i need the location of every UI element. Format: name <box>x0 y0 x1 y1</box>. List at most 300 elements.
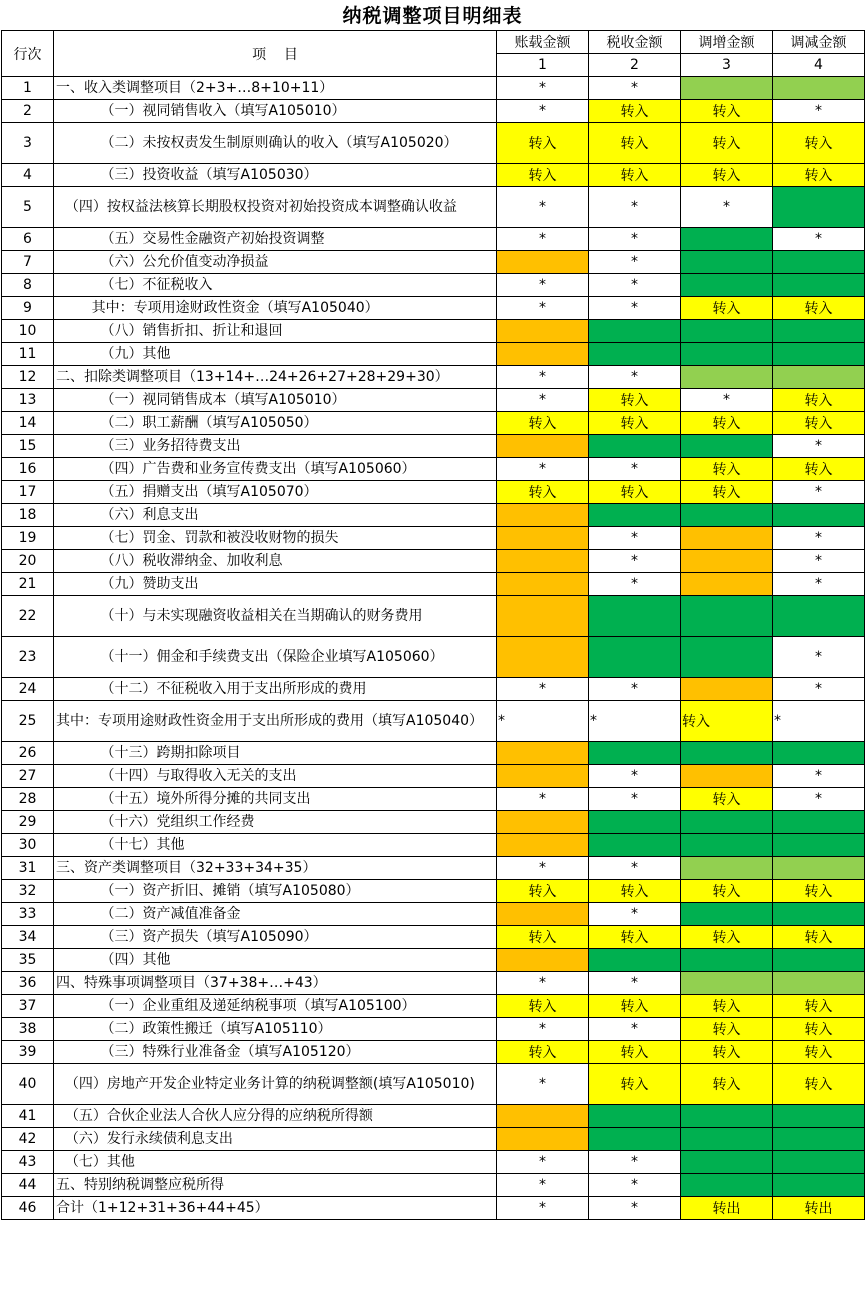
tax-amount-cell: * <box>589 187 681 228</box>
row-item-label: 四、特殊事项调整项目（37+38+…+43） <box>54 972 497 995</box>
tax-amount-cell: * <box>589 274 681 297</box>
row-item-label: （六）发行永续债利息支出 <box>54 1128 497 1151</box>
book-amount-cell <box>497 949 589 972</box>
row-item-label: （二）职工薪酬（填写A105050） <box>54 412 497 435</box>
decrease-amount-cell: 转入 <box>773 995 865 1018</box>
increase-amount-cell: 转入 <box>681 880 773 903</box>
header-item: 项 目 <box>54 31 497 77</box>
table-row <box>2 320 865 343</box>
row-number: 29 <box>2 811 54 834</box>
row-item-label: 合计（1+12+31+36+44+45） <box>54 1197 497 1220</box>
decrease-amount-cell: 转入 <box>773 1041 865 1064</box>
table-row <box>2 701 865 742</box>
decrease-amount-cell: 转入 <box>773 1018 865 1041</box>
row-item-label: （十一）佣金和手续费支出（保险企业填写A105060） <box>54 637 497 678</box>
tax-amount-cell: 转入 <box>589 123 681 164</box>
row-number: 11 <box>2 343 54 366</box>
header-row <box>2 31 865 54</box>
row-number: 19 <box>2 527 54 550</box>
book-amount-cell: 转入 <box>497 481 589 504</box>
table-row <box>2 1041 865 1064</box>
decrease-amount-cell: * <box>773 100 865 123</box>
book-amount-cell <box>497 573 589 596</box>
book-amount-cell <box>497 435 589 458</box>
tax-amount-cell: * <box>589 366 681 389</box>
increase-amount-cell: 转入 <box>681 788 773 811</box>
row-item-label: （八）销售折扣、折让和退回 <box>54 320 497 343</box>
row-item-label: （十二）不征税收入用于支出所形成的费用 <box>54 678 497 701</box>
tax-amount-cell <box>589 1128 681 1151</box>
row-number: 8 <box>2 274 54 297</box>
book-amount-cell <box>497 637 589 678</box>
decrease-amount-cell <box>773 1151 865 1174</box>
row-item-label: （二）未按权责发生制原则确认的收入（填写A105020） <box>54 123 497 164</box>
book-amount-cell: 转入 <box>497 995 589 1018</box>
increase-amount-cell: 转入 <box>681 995 773 1018</box>
book-amount-cell <box>497 811 589 834</box>
decrease-amount-cell: * <box>773 435 865 458</box>
tax-amount-cell: * <box>589 77 681 100</box>
tax-amount-cell <box>589 596 681 637</box>
tax-amount-cell: * <box>589 788 681 811</box>
increase-amount-cell <box>681 77 773 100</box>
decrease-amount-cell <box>773 251 865 274</box>
decrease-amount-cell: 转入 <box>773 389 865 412</box>
table-title: 纳税调整项目明细表 <box>342 5 523 27</box>
row-number: 17 <box>2 481 54 504</box>
row-item-label: （二）资产减值准备金 <box>54 903 497 926</box>
increase-amount-cell: 转入 <box>681 100 773 123</box>
book-amount-cell <box>497 903 589 926</box>
row-number: 12 <box>2 366 54 389</box>
book-amount-cell: * <box>497 678 589 701</box>
book-amount-cell: * <box>497 77 589 100</box>
book-amount-cell: * <box>497 788 589 811</box>
table-row <box>2 77 865 100</box>
row-number: 5 <box>2 187 54 228</box>
row-item-label: （四）其他 <box>54 949 497 972</box>
increase-amount-cell <box>681 1128 773 1151</box>
row-item-label: （一）企业重组及递延纳税事项（填写A105100） <box>54 995 497 1018</box>
book-amount-cell <box>497 596 589 637</box>
increase-amount-cell: * <box>681 389 773 412</box>
row-number: 32 <box>2 880 54 903</box>
row-number: 10 <box>2 320 54 343</box>
book-amount-cell <box>497 251 589 274</box>
tax-amount-cell: * <box>589 972 681 995</box>
tax-amount-cell: * <box>589 1018 681 1041</box>
book-amount-cell: * <box>497 297 589 320</box>
decrease-amount-cell: * <box>773 678 865 701</box>
increase-amount-cell <box>681 949 773 972</box>
row-item-label: （九）赞助支出 <box>54 573 497 596</box>
row-number: 37 <box>2 995 54 1018</box>
decrease-amount-cell: * <box>773 228 865 251</box>
tax-amount-cell: * <box>589 228 681 251</box>
row-item-label: （三）业务招待费支出 <box>54 435 497 458</box>
decrease-amount-cell: 转出 <box>773 1197 865 1220</box>
tax-amount-cell: 转入 <box>589 100 681 123</box>
increase-amount-cell <box>681 435 773 458</box>
row-item-label: （九）其他 <box>54 343 497 366</box>
increase-amount-cell <box>681 366 773 389</box>
book-amount-cell: 转入 <box>497 164 589 187</box>
increase-amount-cell: 转入 <box>681 412 773 435</box>
decrease-amount-cell <box>773 77 865 100</box>
row-item-label: （一）资产折旧、摊销（填写A105080） <box>54 880 497 903</box>
row-item-label: （十四）与取得收入无关的支出 <box>54 765 497 788</box>
decrease-amount-cell: 转入 <box>773 926 865 949</box>
row-number: 2 <box>2 100 54 123</box>
table-row <box>2 995 865 1018</box>
table-row <box>2 949 865 972</box>
table-row <box>2 1197 865 1220</box>
table-row <box>2 857 865 880</box>
decrease-amount-cell: 转入 <box>773 458 865 481</box>
row-item-label: 二、扣除类调整项目（13+14+…24+26+27+28+29+30） <box>54 366 497 389</box>
row-item-label: （三）投资收益（填写A105030） <box>54 164 497 187</box>
table-row <box>2 637 865 678</box>
row-number: 4 <box>2 164 54 187</box>
decrease-amount-cell: * <box>773 573 865 596</box>
increase-amount-cell <box>681 903 773 926</box>
tax-amount-cell <box>589 834 681 857</box>
book-amount-cell: * <box>497 228 589 251</box>
row-number: 16 <box>2 458 54 481</box>
tax-amount-cell: 转入 <box>589 412 681 435</box>
table-row <box>2 100 865 123</box>
book-amount-cell <box>497 1105 589 1128</box>
table-row <box>2 765 865 788</box>
book-amount-cell <box>497 550 589 573</box>
decrease-amount-cell <box>773 274 865 297</box>
row-number: 3 <box>2 123 54 164</box>
table-row <box>2 926 865 949</box>
increase-amount-cell: 转入 <box>681 1041 773 1064</box>
header-row-no: 行次 <box>2 31 54 77</box>
decrease-amount-cell <box>773 949 865 972</box>
row-item-label: （一）视同销售成本（填写A105010） <box>54 389 497 412</box>
header-col-num: 3 <box>681 54 773 77</box>
book-amount-cell: * <box>497 389 589 412</box>
table-row <box>2 1018 865 1041</box>
row-item-label: （十七）其他 <box>54 834 497 857</box>
tax-amount-cell: * <box>589 701 681 742</box>
row-item-label: 其中：专项用途财政性资金用于支出所形成的费用（填写A105040） <box>54 701 497 742</box>
row-item-label: （五）合伙企业法人合伙人应分得的应纳税所得额 <box>54 1105 497 1128</box>
row-item-label: （十三）跨期扣除项目 <box>54 742 497 765</box>
row-item-label: 五、特别纳税调整应税所得 <box>54 1174 497 1197</box>
row-number: 34 <box>2 926 54 949</box>
book-amount-cell <box>497 343 589 366</box>
decrease-amount-cell: * <box>773 765 865 788</box>
increase-amount-cell: * <box>681 187 773 228</box>
row-number: 42 <box>2 1128 54 1151</box>
increase-amount-cell <box>681 251 773 274</box>
table-row <box>2 678 865 701</box>
row-number: 27 <box>2 765 54 788</box>
decrease-amount-cell <box>773 834 865 857</box>
increase-amount-cell: 转入 <box>681 481 773 504</box>
row-number: 9 <box>2 297 54 320</box>
row-item-label: （五）捐赠支出（填写A105070） <box>54 481 497 504</box>
increase-amount-cell: 转入 <box>681 1064 773 1105</box>
table-row <box>2 504 865 527</box>
book-amount-cell: 转入 <box>497 412 589 435</box>
increase-amount-cell <box>681 857 773 880</box>
tax-amount-cell: 转入 <box>589 995 681 1018</box>
book-amount-cell: * <box>497 857 589 880</box>
decrease-amount-cell <box>773 903 865 926</box>
increase-amount-cell: 转出 <box>681 1197 773 1220</box>
row-number: 15 <box>2 435 54 458</box>
row-number: 30 <box>2 834 54 857</box>
row-number: 1 <box>2 77 54 100</box>
increase-amount-cell: 转入 <box>681 701 773 742</box>
row-number: 21 <box>2 573 54 596</box>
decrease-amount-cell <box>773 811 865 834</box>
row-item-label: （十六）党组织工作经费 <box>54 811 497 834</box>
tax-amount-cell <box>589 435 681 458</box>
row-item-label: （七）不征税收入 <box>54 274 497 297</box>
table-row <box>2 903 865 926</box>
increase-amount-cell <box>681 1151 773 1174</box>
increase-amount-cell <box>681 504 773 527</box>
increase-amount-cell <box>681 1105 773 1128</box>
decrease-amount-cell: 转入 <box>773 164 865 187</box>
tax-amount-cell: * <box>589 458 681 481</box>
row-item-label: （四）广告费和业务宣传费支出（填写A105060） <box>54 458 497 481</box>
row-number: 18 <box>2 504 54 527</box>
row-number: 20 <box>2 550 54 573</box>
increase-amount-cell <box>681 274 773 297</box>
row-number: 31 <box>2 857 54 880</box>
book-amount-cell: * <box>497 1151 589 1174</box>
row-item-label: （五）交易性金融资产初始投资调整 <box>54 228 497 251</box>
book-amount-cell <box>497 320 589 343</box>
decrease-amount-cell <box>773 596 865 637</box>
table-row <box>2 274 865 297</box>
table-row <box>2 550 865 573</box>
row-item-label: （二）政策性搬迁（填写A105110） <box>54 1018 497 1041</box>
tax-amount-cell: * <box>589 527 681 550</box>
tax-amount-cell: * <box>589 903 681 926</box>
increase-amount-cell <box>681 596 773 637</box>
decrease-amount-cell <box>773 504 865 527</box>
tax-adjustment-table <box>1 30 865 1220</box>
book-amount-cell: * <box>497 274 589 297</box>
increase-amount-cell <box>681 765 773 788</box>
tax-amount-cell: 转入 <box>589 1064 681 1105</box>
increase-amount-cell <box>681 678 773 701</box>
table-row <box>2 343 865 366</box>
row-number: 24 <box>2 678 54 701</box>
book-amount-cell: * <box>497 1018 589 1041</box>
header-book-amount: 账载金额 <box>497 31 589 54</box>
table-row <box>2 788 865 811</box>
tax-amount-cell <box>589 811 681 834</box>
row-number: 6 <box>2 228 54 251</box>
tax-amount-cell: 转入 <box>589 880 681 903</box>
header-col-num: 1 <box>497 54 589 77</box>
tax-amount-cell: 转入 <box>589 164 681 187</box>
increase-amount-cell <box>681 972 773 995</box>
increase-amount-cell: 转入 <box>681 926 773 949</box>
book-amount-cell <box>497 834 589 857</box>
decrease-amount-cell: * <box>773 788 865 811</box>
row-item-label: （十五）境外所得分摊的共同支出 <box>54 788 497 811</box>
decrease-amount-cell <box>773 343 865 366</box>
row-number: 40 <box>2 1064 54 1105</box>
tax-amount-cell: * <box>589 573 681 596</box>
book-amount-cell: * <box>497 366 589 389</box>
decrease-amount-cell <box>773 857 865 880</box>
decrease-amount-cell <box>773 320 865 343</box>
book-amount-cell <box>497 742 589 765</box>
table-row <box>2 435 865 458</box>
table-row <box>2 527 865 550</box>
increase-amount-cell <box>681 637 773 678</box>
decrease-amount-cell: 转入 <box>773 123 865 164</box>
tax-amount-cell <box>589 320 681 343</box>
table-body <box>2 77 865 1220</box>
table-row <box>2 187 865 228</box>
book-amount-cell: 转入 <box>497 123 589 164</box>
tax-amount-cell <box>589 504 681 527</box>
increase-amount-cell <box>681 550 773 573</box>
decrease-amount-cell <box>773 187 865 228</box>
row-number: 38 <box>2 1018 54 1041</box>
table-row <box>2 880 865 903</box>
table-row <box>2 834 865 857</box>
tax-amount-cell: 转入 <box>589 1041 681 1064</box>
row-number: 46 <box>2 1197 54 1220</box>
row-item-label: （十）与未实现融资收益相关在当期确认的财务费用 <box>54 596 497 637</box>
decrease-amount-cell: * <box>773 637 865 678</box>
table-row <box>2 1174 865 1197</box>
book-amount-cell: * <box>497 1064 589 1105</box>
tax-amount-cell: * <box>589 251 681 274</box>
row-item-label: （一）视同销售收入（填写A105010） <box>54 100 497 123</box>
row-item-label: （三）特殊行业准备金（填写A105120） <box>54 1041 497 1064</box>
decrease-amount-cell: * <box>773 527 865 550</box>
tax-amount-cell: * <box>589 857 681 880</box>
tax-amount-cell: * <box>589 1151 681 1174</box>
book-amount-cell <box>497 527 589 550</box>
book-amount-cell: * <box>497 972 589 995</box>
decrease-amount-cell <box>773 1105 865 1128</box>
book-amount-cell: * <box>497 100 589 123</box>
increase-amount-cell <box>681 320 773 343</box>
tax-amount-cell <box>589 742 681 765</box>
increase-amount-cell <box>681 834 773 857</box>
decrease-amount-cell: * <box>773 481 865 504</box>
book-amount-cell <box>497 765 589 788</box>
table-row <box>2 972 865 995</box>
tax-amount-cell <box>589 949 681 972</box>
tax-amount-cell: 转入 <box>589 481 681 504</box>
increase-amount-cell <box>681 573 773 596</box>
decrease-amount-cell: * <box>773 550 865 573</box>
row-number: 39 <box>2 1041 54 1064</box>
row-number: 22 <box>2 596 54 637</box>
row-item-label: 一、收入类调整项目（2+3+…8+10+11） <box>54 77 497 100</box>
tax-amount-cell: * <box>589 765 681 788</box>
table-row <box>2 1105 865 1128</box>
header-decrease-amount: 调减金额 <box>773 31 865 54</box>
tax-amount-cell: * <box>589 1197 681 1220</box>
row-number: 14 <box>2 412 54 435</box>
row-number: 35 <box>2 949 54 972</box>
row-number: 13 <box>2 389 54 412</box>
decrease-amount-cell <box>773 972 865 995</box>
row-item-label: （七）其他 <box>54 1151 497 1174</box>
book-amount-cell: 转入 <box>497 880 589 903</box>
row-item-label: （六）利息支出 <box>54 504 497 527</box>
header-col-num: 2 <box>589 54 681 77</box>
table-row <box>2 123 865 164</box>
row-item-label: （四）房地产开发企业特定业务计算的纳税调整额(填写A105010) <box>54 1064 497 1105</box>
header-increase-amount: 调增金额 <box>681 31 773 54</box>
decrease-amount-cell: 转入 <box>773 412 865 435</box>
row-number: 26 <box>2 742 54 765</box>
decrease-amount-cell: 转入 <box>773 880 865 903</box>
row-number: 43 <box>2 1151 54 1174</box>
table-row <box>2 458 865 481</box>
table-row <box>2 228 865 251</box>
increase-amount-cell: 转入 <box>681 1018 773 1041</box>
row-item-label: （七）罚金、罚款和被没收财物的损失 <box>54 527 497 550</box>
table-row <box>2 573 865 596</box>
book-amount-cell: 转入 <box>497 1041 589 1064</box>
row-number: 25 <box>2 701 54 742</box>
tax-amount-cell <box>589 1105 681 1128</box>
table-row <box>2 389 865 412</box>
row-number: 23 <box>2 637 54 678</box>
increase-amount-cell <box>681 1174 773 1197</box>
decrease-amount-cell <box>773 366 865 389</box>
header-tax-amount: 税收金额 <box>589 31 681 54</box>
row-item-label: （四）按权益法核算长期股权投资对初始投资成本调整确认收益 <box>54 187 497 228</box>
table-row <box>2 811 865 834</box>
tax-amount-cell <box>589 343 681 366</box>
table-row <box>2 1128 865 1151</box>
book-amount-cell <box>497 1128 589 1151</box>
book-amount-cell: * <box>497 458 589 481</box>
increase-amount-cell <box>681 527 773 550</box>
tax-amount-cell: * <box>589 297 681 320</box>
table-row <box>2 251 865 274</box>
table-row <box>2 366 865 389</box>
row-item-label: 三、资产类调整项目（32+33+34+35） <box>54 857 497 880</box>
decrease-amount-cell <box>773 1174 865 1197</box>
row-number: 41 <box>2 1105 54 1128</box>
increase-amount-cell: 转入 <box>681 164 773 187</box>
table-row <box>2 596 865 637</box>
book-amount-cell: * <box>497 1197 589 1220</box>
table-row <box>2 742 865 765</box>
tax-amount-cell: * <box>589 1174 681 1197</box>
increase-amount-cell: 转入 <box>681 297 773 320</box>
book-amount-cell: 转入 <box>497 926 589 949</box>
tax-amount-cell <box>589 637 681 678</box>
increase-amount-cell: 转入 <box>681 123 773 164</box>
tax-amount-cell: 转入 <box>589 389 681 412</box>
table-row <box>2 297 865 320</box>
table-row <box>2 1151 865 1174</box>
increase-amount-cell <box>681 742 773 765</box>
tax-amount-cell: 转入 <box>589 926 681 949</box>
